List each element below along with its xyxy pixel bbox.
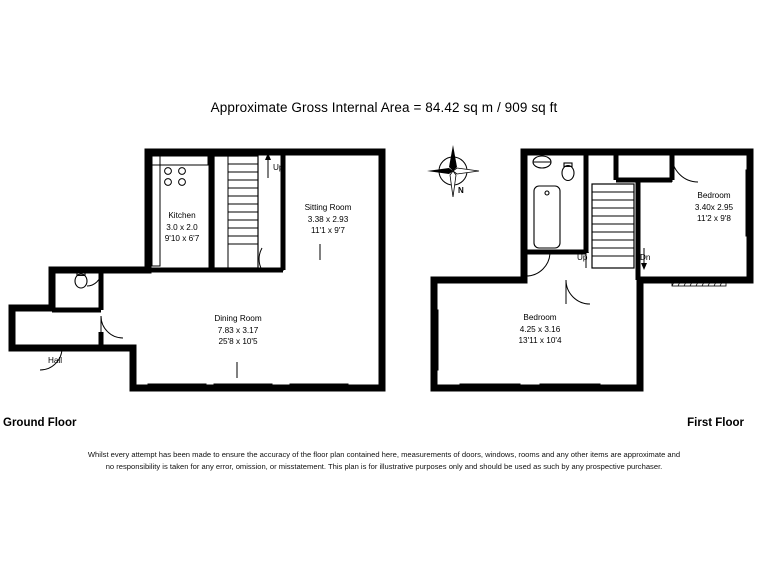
room-label-bedroom-1: Bedroom 3.40x 2.95 11'2 x 9'8 (694, 191, 734, 224)
wall-filler (420, 140, 586, 280)
staircase-up-icon (214, 153, 271, 268)
disclaimer-text: Whilst every attempt has been made to ensure the accuracy of the floor plan contained here, measurements of doors, windows, rooms and any other items are approximate and no responsibility is taken for any error, omission, or misstatement. This plan is for illustrative purposes only and should be used as such by any prospective purchaser. (87, 450, 681, 471)
ground-floor-label: Ground Floor (3, 417, 77, 429)
first-floor-plan (420, 140, 768, 400)
ground-floor-plan (0, 140, 400, 400)
room-label-bedroom-2: Bedroom 4.25 x 3.16 13'11 x 10'4 (518, 313, 562, 346)
stairs-up-label-first: Up (577, 253, 588, 262)
page-title: Approximate Gross Internal Area = 84.42 sq m / 909 sq ft (210, 100, 558, 115)
room-label-hall: Hall (48, 356, 63, 365)
stairs-down-label-first: Dn (640, 253, 651, 262)
compass-north-label: N (458, 186, 464, 195)
wc-toilet-icon (75, 272, 87, 288)
first-floor-label: First Floor (687, 417, 744, 429)
room-label-dining-room: Dining Room 7.83 x 3.17 25'8 x 10'5 (214, 314, 262, 347)
room-label-kitchen: Kitchen 3.0 x 2.0 9'10 x 6'7 (164, 211, 200, 244)
stairs-up-label-ground: Up (273, 163, 284, 172)
first-floor-drawing (420, 140, 768, 400)
dimension-ticks (237, 244, 320, 378)
bathroom-fixtures-icon (533, 156, 574, 248)
room-label-sitting-room: Sitting Room 3.38 x 2.93 11'1 x 9'7 (304, 203, 352, 236)
